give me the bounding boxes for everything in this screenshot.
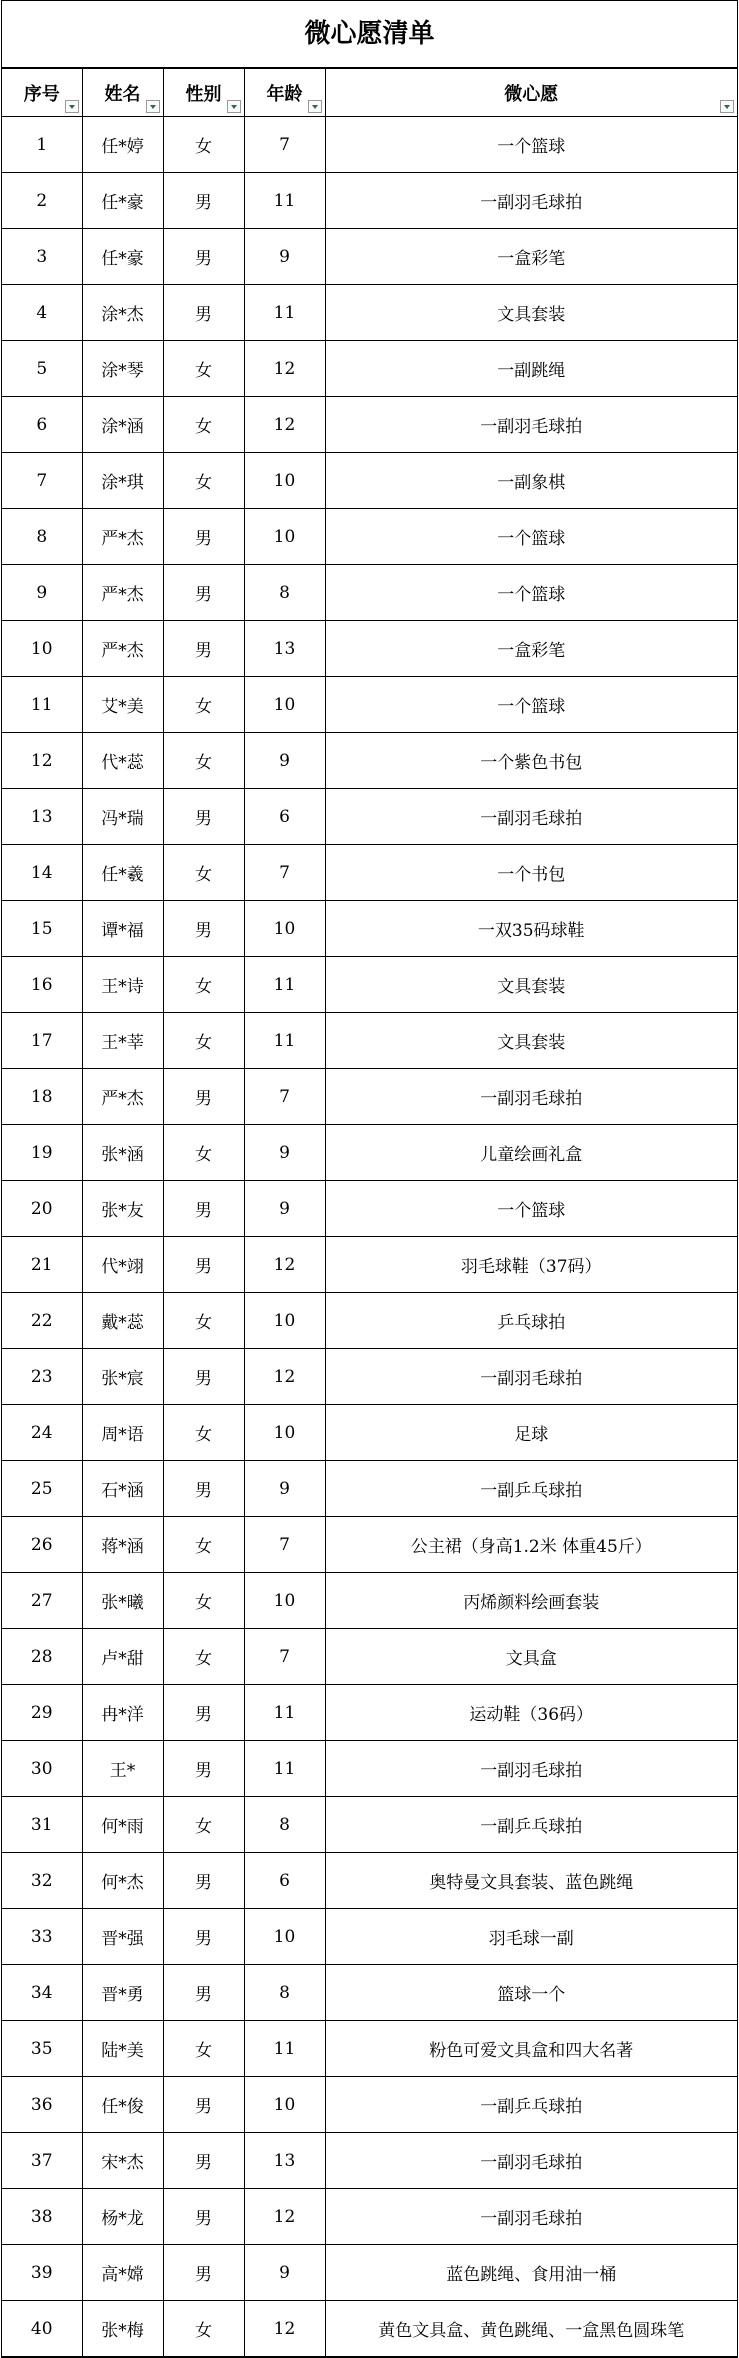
cell-index[interactable]: 32 (2, 1853, 82, 1909)
table-row (2, 1517, 737, 1573)
cell-index[interactable]: 7 (2, 453, 82, 509)
table-row (2, 229, 737, 285)
cell-age[interactable]: 8 (244, 1965, 325, 2021)
cell-gender[interactable]: 女 (163, 341, 244, 397)
cell-name[interactable]: 王*诗 (82, 957, 163, 1013)
cell-gender[interactable]: 男 (163, 1685, 244, 1741)
cell-gender[interactable]: 女 (163, 1013, 244, 1069)
cell-wish[interactable]: 一副羽毛球拍 (325, 1349, 737, 1405)
cell-index[interactable]: 21 (2, 1237, 82, 1293)
cell-gender[interactable]: 女 (163, 1573, 244, 1629)
cell-gender[interactable]: 女 (163, 1517, 244, 1573)
table-row (2, 565, 737, 621)
filter-dropdown-icon[interactable] (65, 100, 79, 113)
cell-age[interactable]: 12 (244, 341, 325, 397)
cell-name[interactable]: 周*语 (82, 1405, 163, 1461)
cell-age[interactable]: 11 (244, 173, 325, 229)
sheet-title: 微心愿清单 (2, 1, 737, 68)
cell-wish[interactable]: 一个篮球 (325, 565, 737, 621)
cell-gender[interactable]: 女 (163, 1125, 244, 1181)
cell-age[interactable]: 12 (244, 1349, 325, 1405)
cell-wish[interactable]: 足球 (325, 1405, 737, 1461)
table-row (2, 1237, 737, 1293)
filter-dropdown-icon[interactable] (308, 100, 322, 113)
cell-age[interactable]: 11 (244, 1741, 325, 1797)
cell-name[interactable]: 张*宸 (82, 1349, 163, 1405)
header-wish (325, 69, 737, 117)
cell-name[interactable]: 任*婷 (82, 117, 163, 173)
header-name-label: 姓名 (104, 83, 141, 105)
cell-gender[interactable]: 女 (163, 1629, 244, 1685)
cell-wish[interactable]: 一盒彩笔 (325, 229, 737, 285)
cell-index[interactable]: 40 (2, 2301, 82, 2357)
cell-index[interactable]: 1 (2, 117, 82, 173)
table-row (2, 1629, 737, 1685)
cell-wish[interactable]: 一副跳绳 (325, 341, 737, 397)
cell-name[interactable]: 涂*琪 (82, 453, 163, 509)
cell-name[interactable]: 严*杰 (82, 1069, 163, 1125)
table-row (2, 1181, 737, 1237)
cell-index[interactable]: 23 (2, 1349, 82, 1405)
cell-index[interactable]: 19 (2, 1125, 82, 1181)
cell-index[interactable]: 10 (2, 621, 82, 677)
cell-gender[interactable]: 男 (163, 1181, 244, 1237)
cell-name[interactable]: 王*莘 (82, 1013, 163, 1069)
cell-wish[interactable]: 一副羽毛球拍 (325, 789, 737, 845)
table-row (2, 509, 737, 565)
table-row (2, 621, 737, 677)
cell-name[interactable]: 何*杰 (82, 1853, 163, 1909)
cell-index[interactable]: 16 (2, 957, 82, 1013)
cell-age[interactable]: 11 (244, 1013, 325, 1069)
header-wish-label: 微心愿 (504, 83, 559, 105)
cell-wish[interactable]: 运动鞋（36码） (325, 1685, 737, 1741)
cell-wish[interactable]: 一个篮球 (325, 1181, 737, 1237)
header-row (2, 69, 737, 117)
cell-index[interactable]: 37 (2, 2133, 82, 2189)
cell-name[interactable]: 蒋*涵 (82, 1517, 163, 1573)
cell-index[interactable]: 31 (2, 1797, 82, 1853)
cell-age[interactable]: 12 (244, 397, 325, 453)
cell-gender[interactable]: 女 (163, 1797, 244, 1853)
cell-index[interactable]: 6 (2, 397, 82, 453)
cell-index[interactable]: 28 (2, 1629, 82, 1685)
cell-age[interactable]: 10 (244, 677, 325, 733)
cell-name[interactable]: 张*友 (82, 1181, 163, 1237)
header-gender (163, 69, 244, 117)
cell-name[interactable]: 张*涵 (82, 1125, 163, 1181)
cell-name[interactable]: 张*曦 (82, 1573, 163, 1629)
table-row (2, 2301, 737, 2357)
cell-wish[interactable]: 一副乒乓球拍 (325, 1797, 737, 1853)
cell-wish[interactable]: 乒乓球拍 (325, 1293, 737, 1349)
cell-age[interactable]: 13 (244, 621, 325, 677)
cell-index[interactable]: 22 (2, 1293, 82, 1349)
cell-gender[interactable]: 男 (163, 789, 244, 845)
cell-wish[interactable]: 儿童绘画礼盒 (325, 1125, 737, 1181)
table-row (2, 1013, 737, 1069)
cell-wish[interactable]: 一个篮球 (325, 677, 737, 733)
cell-name[interactable]: 涂*杰 (82, 285, 163, 341)
table-row (2, 733, 737, 789)
cell-age[interactable]: 7 (244, 117, 325, 173)
cell-wish[interactable]: 一副羽毛球拍 (325, 1741, 737, 1797)
table-row (2, 1685, 737, 1741)
table-row (2, 1125, 737, 1181)
cell-wish[interactable]: 羽毛球一副 (325, 1909, 737, 1965)
header-gender-label: 性别 (185, 83, 222, 105)
header-name (82, 69, 163, 117)
cell-wish[interactable]: 一副象棋 (325, 453, 737, 509)
cell-name[interactable]: 涂*涵 (82, 397, 163, 453)
cell-age[interactable]: 10 (244, 901, 325, 957)
cell-name[interactable]: 何*雨 (82, 1797, 163, 1853)
cell-gender[interactable]: 女 (163, 733, 244, 789)
cell-age[interactable]: 9 (244, 1181, 325, 1237)
cell-index[interactable]: 9 (2, 565, 82, 621)
cell-wish[interactable]: 一个篮球 (325, 509, 737, 565)
cell-name[interactable]: 杨*龙 (82, 2189, 163, 2245)
cell-index[interactable]: 30 (2, 1741, 82, 1797)
cell-name[interactable]: 谭*福 (82, 901, 163, 957)
table-row (2, 1741, 737, 1797)
cell-name[interactable]: 戴*蕊 (82, 1293, 163, 1349)
cell-name[interactable]: 任*豪 (82, 173, 163, 229)
filter-dropdown-icon[interactable] (227, 100, 241, 113)
table-row (2, 1461, 737, 1517)
cell-name[interactable]: 张*梅 (82, 2301, 163, 2357)
cell-gender[interactable]: 男 (163, 509, 244, 565)
cell-wish[interactable]: 丙烯颜料绘画套装 (325, 1573, 737, 1629)
table-row (2, 397, 737, 453)
table-row (2, 2021, 737, 2077)
wish-table (2, 68, 737, 2357)
cell-gender[interactable]: 男 (163, 2245, 244, 2301)
cell-gender[interactable]: 男 (163, 2077, 244, 2133)
wish-list-sheet (1, 0, 738, 2358)
cell-age[interactable]: 7 (244, 1517, 325, 1573)
cell-name[interactable]: 任*俊 (82, 2077, 163, 2133)
cell-name[interactable]: 任*羲 (82, 845, 163, 901)
cell-age[interactable]: 11 (244, 285, 325, 341)
cell-gender[interactable]: 女 (163, 957, 244, 1013)
cell-gender[interactable]: 男 (163, 285, 244, 341)
cell-index[interactable]: 20 (2, 1181, 82, 1237)
cell-name[interactable]: 王* (82, 1741, 163, 1797)
cell-age[interactable]: 7 (244, 845, 325, 901)
cell-age[interactable]: 10 (244, 1405, 325, 1461)
header-index-label: 序号 (23, 83, 60, 105)
cell-name[interactable]: 晋*强 (82, 1909, 163, 1965)
cell-age[interactable]: 8 (244, 565, 325, 621)
cell-wish[interactable]: 一副羽毛球拍 (325, 2189, 737, 2245)
table-row (2, 453, 737, 509)
cell-gender[interactable]: 女 (163, 2301, 244, 2357)
table-row (2, 173, 737, 229)
cell-gender[interactable]: 男 (163, 229, 244, 285)
cell-index[interactable]: 3 (2, 229, 82, 285)
table-row (2, 2133, 737, 2189)
cell-wish[interactable]: 一副羽毛球拍 (325, 1069, 737, 1125)
table-row (2, 2245, 737, 2301)
cell-index[interactable]: 33 (2, 1909, 82, 1965)
cell-wish[interactable]: 一个紫色书包 (325, 733, 737, 789)
cell-index[interactable]: 12 (2, 733, 82, 789)
cell-gender[interactable]: 女 (163, 117, 244, 173)
cell-age[interactable]: 10 (244, 1909, 325, 1965)
cell-index[interactable]: 5 (2, 341, 82, 397)
cell-age[interactable]: 9 (244, 2245, 325, 2301)
cell-wish[interactable]: 一盒彩笔 (325, 621, 737, 677)
cell-index[interactable]: 25 (2, 1461, 82, 1517)
cell-wish[interactable]: 一副乒乓球拍 (325, 1461, 737, 1517)
cell-age[interactable]: 9 (244, 733, 325, 789)
cell-name[interactable]: 严*杰 (82, 621, 163, 677)
cell-index[interactable]: 4 (2, 285, 82, 341)
cell-index[interactable]: 11 (2, 677, 82, 733)
cell-wish[interactable]: 一个篮球 (325, 117, 737, 173)
header-index (2, 69, 82, 117)
cell-age[interactable]: 9 (244, 1125, 325, 1181)
cell-age[interactable]: 10 (244, 1293, 325, 1349)
cell-wish[interactable]: 一个书包 (325, 845, 737, 901)
table-row (2, 1293, 737, 1349)
cell-age[interactable]: 12 (244, 2189, 325, 2245)
cell-wish[interactable]: 篮球一个 (325, 1965, 737, 2021)
cell-wish[interactable]: 文具套装 (325, 957, 737, 1013)
cell-gender[interactable]: 男 (163, 901, 244, 957)
cell-gender[interactable]: 男 (163, 1741, 244, 1797)
cell-age[interactable]: 10 (244, 453, 325, 509)
cell-age[interactable]: 12 (244, 2301, 325, 2357)
cell-index[interactable]: 29 (2, 1685, 82, 1741)
cell-gender[interactable]: 男 (163, 1909, 244, 1965)
cell-gender[interactable]: 男 (163, 1349, 244, 1405)
cell-gender[interactable]: 男 (163, 1965, 244, 2021)
cell-wish[interactable]: 羽毛球鞋（37码） (325, 1237, 737, 1293)
table-row (2, 1069, 737, 1125)
cell-age[interactable]: 10 (244, 1573, 325, 1629)
cell-name[interactable]: 代*蕊 (82, 733, 163, 789)
cell-wish[interactable]: 一副羽毛球拍 (325, 2133, 737, 2189)
table-row (2, 341, 737, 397)
cell-gender[interactable]: 男 (163, 1237, 244, 1293)
cell-gender[interactable]: 男 (163, 2189, 244, 2245)
cell-wish[interactable]: 公主裙（身高1.2米 体重45斤） (325, 1517, 737, 1573)
cell-age[interactable]: 13 (244, 2133, 325, 2189)
filter-dropdown-icon[interactable] (720, 100, 734, 113)
cell-wish[interactable]: 一双35码球鞋 (325, 901, 737, 957)
table-row (2, 789, 737, 845)
cell-name[interactable]: 晋*勇 (82, 1965, 163, 2021)
cell-wish[interactable]: 粉色可爱文具盒和四大名著 (325, 2021, 737, 2077)
cell-age[interactable]: 11 (244, 957, 325, 1013)
cell-name[interactable]: 涂*琴 (82, 341, 163, 397)
cell-gender[interactable]: 女 (163, 2021, 244, 2077)
cell-index[interactable]: 13 (2, 789, 82, 845)
cell-gender[interactable]: 男 (163, 1461, 244, 1517)
cell-name[interactable]: 冉*洋 (82, 1685, 163, 1741)
cell-index[interactable]: 15 (2, 901, 82, 957)
table-row (2, 2189, 737, 2245)
cell-age[interactable]: 7 (244, 1629, 325, 1685)
filter-dropdown-icon[interactable] (146, 100, 160, 113)
cell-gender[interactable]: 女 (163, 1405, 244, 1461)
table-row (2, 285, 737, 341)
cell-index[interactable]: 35 (2, 2021, 82, 2077)
cell-wish[interactable]: 文具套装 (325, 285, 737, 341)
cell-gender[interactable]: 女 (163, 845, 244, 901)
cell-wish[interactable]: 文具套装 (325, 1013, 737, 1069)
cell-gender[interactable]: 男 (163, 2133, 244, 2189)
cell-wish[interactable]: 奥特曼文具套装、蓝色跳绳 (325, 1853, 737, 1909)
cell-gender[interactable]: 男 (163, 565, 244, 621)
cell-age[interactable]: 9 (244, 1461, 325, 1517)
cell-age[interactable]: 11 (244, 1685, 325, 1741)
table-row (2, 677, 737, 733)
cell-index[interactable]: 24 (2, 1405, 82, 1461)
cell-index[interactable]: 17 (2, 1013, 82, 1069)
cell-gender[interactable]: 女 (163, 677, 244, 733)
header-age (244, 69, 325, 117)
cell-name[interactable]: 宋*杰 (82, 2133, 163, 2189)
table-row (2, 1405, 737, 1461)
table-row (2, 1909, 737, 1965)
cell-age[interactable]: 12 (244, 1237, 325, 1293)
cell-wish[interactable]: 一副乒乓球拍 (325, 2077, 737, 2133)
table-row (2, 845, 737, 901)
table-row (2, 957, 737, 1013)
cell-gender[interactable]: 男 (163, 173, 244, 229)
cell-index[interactable]: 39 (2, 2245, 82, 2301)
table-row (2, 1349, 737, 1405)
table-row (2, 901, 737, 957)
table-row (2, 117, 737, 173)
cell-name[interactable]: 陆*美 (82, 2021, 163, 2077)
cell-name[interactable]: 任*豪 (82, 229, 163, 285)
table-row (2, 2077, 737, 2133)
cell-index[interactable]: 38 (2, 2189, 82, 2245)
cell-gender[interactable]: 女 (163, 1293, 244, 1349)
cell-name[interactable]: 冯*瑞 (82, 789, 163, 845)
cell-name[interactable]: 严*杰 (82, 509, 163, 565)
cell-index[interactable]: 14 (2, 845, 82, 901)
header-age-label: 年龄 (266, 83, 303, 105)
cell-age[interactable]: 6 (244, 1853, 325, 1909)
cell-wish[interactable]: 一副羽毛球拍 (325, 397, 737, 453)
cell-name[interactable]: 石*涵 (82, 1461, 163, 1517)
cell-name[interactable]: 艾*美 (82, 677, 163, 733)
cell-age[interactable]: 11 (244, 2021, 325, 2077)
cell-index[interactable]: 8 (2, 509, 82, 565)
table-row (2, 1797, 737, 1853)
cell-wish[interactable]: 黄色文具盒、黄色跳绳、一盒黑色圆珠笔 (325, 2301, 737, 2357)
cell-wish[interactable]: 蓝色跳绳、食用油一桶 (325, 2245, 737, 2301)
table-row (2, 1573, 737, 1629)
cell-age[interactable]: 10 (244, 509, 325, 565)
cell-name[interactable]: 严*杰 (82, 565, 163, 621)
table-row (2, 1965, 737, 2021)
cell-index[interactable]: 36 (2, 2077, 82, 2133)
cell-index[interactable]: 26 (2, 1517, 82, 1573)
cell-gender[interactable]: 男 (163, 1069, 244, 1125)
cell-gender[interactable]: 女 (163, 453, 244, 509)
cell-wish[interactable]: 文具盒 (325, 1629, 737, 1685)
cell-name[interactable]: 卢*甜 (82, 1629, 163, 1685)
cell-wish[interactable]: 一副羽毛球拍 (325, 173, 737, 229)
cell-name[interactable]: 高*嫦 (82, 2245, 163, 2301)
cell-gender[interactable]: 女 (163, 397, 244, 453)
cell-age[interactable]: 10 (244, 2077, 325, 2133)
table-row (2, 1853, 737, 1909)
cell-age[interactable]: 8 (244, 1797, 325, 1853)
cell-index[interactable]: 34 (2, 1965, 82, 2021)
cell-age[interactable]: 7 (244, 1069, 325, 1125)
cell-gender[interactable]: 男 (163, 1853, 244, 1909)
cell-index[interactable]: 2 (2, 173, 82, 229)
cell-gender[interactable]: 男 (163, 621, 244, 677)
cell-index[interactable]: 27 (2, 1573, 82, 1629)
cell-index[interactable]: 18 (2, 1069, 82, 1125)
cell-name[interactable]: 代*翊 (82, 1237, 163, 1293)
cell-age[interactable]: 9 (244, 229, 325, 285)
cell-age[interactable]: 6 (244, 789, 325, 845)
